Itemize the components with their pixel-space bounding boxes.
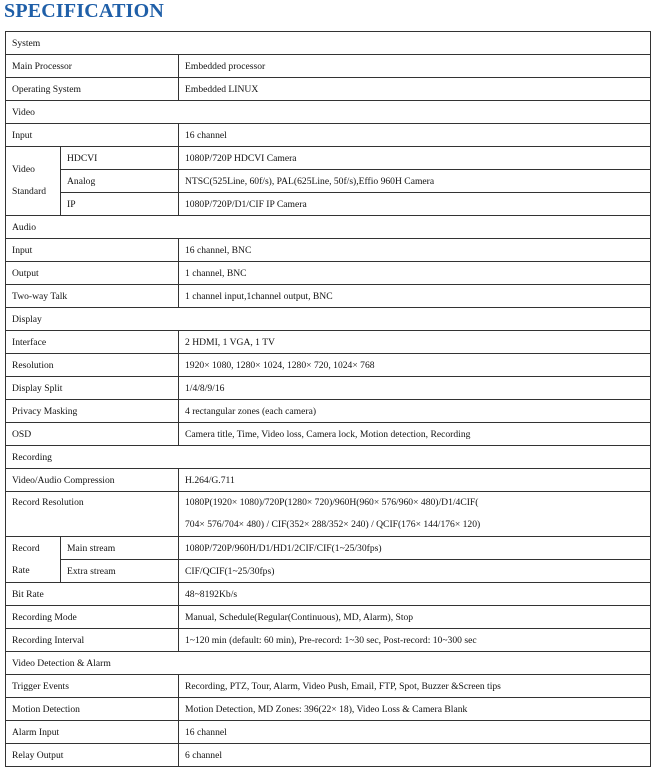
spec-key: Output bbox=[6, 262, 179, 285]
table-row bbox=[6, 55, 651, 78]
spec-value: 1920× 1080, 1280× 1024, 1280× 720, 1024× 768 bbox=[179, 354, 651, 377]
table-row bbox=[6, 377, 651, 400]
spec-subkey: Main stream bbox=[61, 537, 179, 560]
spec-key: Trigger Events bbox=[6, 675, 179, 698]
spec-key: Input bbox=[6, 239, 179, 262]
table-row bbox=[6, 239, 651, 262]
value-line: 704× 576/704× 480) / CIF(352× 288/352× 240) / QCIF(176× 144/176× 120) bbox=[185, 519, 481, 530]
table-row bbox=[6, 170, 651, 193]
spec-key: Video/Audio Compression bbox=[6, 469, 179, 492]
table-row bbox=[6, 698, 651, 721]
table-row bbox=[6, 262, 651, 285]
section-label: Video Detection & Alarm bbox=[6, 652, 651, 675]
value-line: 1080P(1920× 1080)/720P(1280× 720)/960H(960× 576/960× 480)/D1/4CIF( bbox=[185, 497, 479, 508]
spec-key: Input bbox=[6, 124, 179, 147]
table-row bbox=[6, 193, 651, 216]
section-label: Video bbox=[6, 101, 651, 124]
spec-value: 1 channel input,1channel output, BNC bbox=[179, 285, 651, 308]
page-title: SPECIFICATION bbox=[4, 0, 165, 22]
section-label: Audio bbox=[6, 216, 651, 239]
spec-value: 1080P/720P/960H/D1/HD1/2CIF/CIF(1~25/30fps) bbox=[179, 537, 651, 560]
spec-value: 16 channel, BNC bbox=[179, 239, 651, 262]
spec-value: 1080P/720P HDCVI Camera bbox=[179, 147, 651, 170]
spec-key: Record Resolution bbox=[6, 492, 179, 537]
table-row bbox=[6, 537, 651, 560]
spec-value: 48~8192Kb/s bbox=[179, 583, 651, 606]
spec-value bbox=[179, 492, 651, 537]
spec-value: Recording, PTZ, Tour, Alarm, Video Push, Email, FTP, Spot, Buzzer &Screen tips bbox=[179, 675, 651, 698]
spec-value: 16 channel bbox=[179, 721, 651, 744]
spec-value: Embedded processor bbox=[179, 55, 651, 78]
spec-key: Resolution bbox=[6, 354, 179, 377]
spec-key: Motion Detection bbox=[6, 698, 179, 721]
table-row bbox=[6, 354, 651, 377]
section-header bbox=[6, 308, 651, 331]
spec-key: Two-way Talk bbox=[6, 285, 179, 308]
group-label-video-standard bbox=[6, 147, 61, 216]
spec-key: Main Processor bbox=[6, 55, 179, 78]
table-row bbox=[6, 400, 651, 423]
table-row bbox=[6, 78, 651, 101]
spec-value: 1~120 min (default: 60 min), Pre-record: 1~30 sec, Post-record: 10~300 sec bbox=[179, 629, 651, 652]
group-label-record-rate bbox=[6, 537, 61, 583]
spec-key: Display Split bbox=[6, 377, 179, 400]
specification-table bbox=[5, 31, 651, 767]
spec-value: CIF/QCIF(1~25/30fps) bbox=[179, 560, 651, 583]
table-row bbox=[6, 469, 651, 492]
section-header bbox=[6, 652, 651, 675]
spec-value: Manual, Schedule(Regular(Continuous), MD, Alarm), Stop bbox=[179, 606, 651, 629]
spec-value: NTSC(525Line, 60f/s), PAL(625Line, 50f/s),Effio 960H Camera bbox=[179, 170, 651, 193]
spec-key: Recording Interval bbox=[6, 629, 179, 652]
table-row bbox=[6, 583, 651, 606]
group-label-line: Rate bbox=[12, 564, 30, 576]
spec-key: OSD bbox=[6, 423, 179, 446]
group-label-line: Video bbox=[12, 164, 35, 175]
table-row bbox=[6, 721, 651, 744]
spec-value: 1080P/720P/D1/CIF IP Camera bbox=[179, 193, 651, 216]
table-row bbox=[6, 629, 651, 652]
table-row bbox=[6, 124, 651, 147]
section-header bbox=[6, 101, 651, 124]
spec-value: 4 rectangular zones (each camera) bbox=[179, 400, 651, 423]
spec-key: Relay Output bbox=[6, 744, 179, 767]
spec-value: Camera title, Time, Video loss, Camera lock, Motion detection, Recording bbox=[179, 423, 651, 446]
spec-value: 16 channel bbox=[179, 124, 651, 147]
spec-key: Operating System bbox=[6, 78, 179, 101]
spec-subkey: HDCVI bbox=[61, 147, 179, 170]
section-header bbox=[6, 216, 651, 239]
table-row bbox=[6, 285, 651, 308]
spec-key: Alarm Input bbox=[6, 721, 179, 744]
spec-subkey: Extra stream bbox=[61, 560, 179, 583]
section-header bbox=[6, 32, 651, 55]
section-label: Recording bbox=[6, 446, 651, 469]
table-row bbox=[6, 675, 651, 698]
spec-value: 6 channel bbox=[179, 744, 651, 767]
spec-subkey: Analog bbox=[61, 170, 179, 193]
spec-key: Bit Rate bbox=[6, 583, 179, 606]
spec-key: Privacy Masking bbox=[6, 400, 179, 423]
spec-value: 1/4/8/9/16 bbox=[179, 377, 651, 400]
spec-value: 1 channel, BNC bbox=[179, 262, 651, 285]
table-row bbox=[6, 331, 651, 354]
group-label-line: Standard bbox=[12, 186, 47, 197]
spec-subkey: IP bbox=[61, 193, 179, 216]
table-row bbox=[6, 606, 651, 629]
spec-value: Embedded LINUX bbox=[179, 78, 651, 101]
spec-value: 2 HDMI, 1 VGA, 1 TV bbox=[179, 331, 651, 354]
spec-key: Interface bbox=[6, 331, 179, 354]
section-header bbox=[6, 446, 651, 469]
section-label: Display bbox=[6, 308, 651, 331]
spec-value: H.264/G.711 bbox=[179, 469, 651, 492]
table-row bbox=[6, 560, 651, 583]
section-label: System bbox=[6, 32, 651, 55]
spec-value: Motion Detection, MD Zones: 396(22× 18), Video Loss & Camera Blank bbox=[179, 698, 651, 721]
table-row bbox=[6, 147, 651, 170]
table-row bbox=[6, 423, 651, 446]
group-label-line: Record bbox=[12, 542, 40, 554]
table-row bbox=[6, 744, 651, 767]
spec-key: Recording Mode bbox=[6, 606, 179, 629]
table-row bbox=[6, 492, 651, 537]
